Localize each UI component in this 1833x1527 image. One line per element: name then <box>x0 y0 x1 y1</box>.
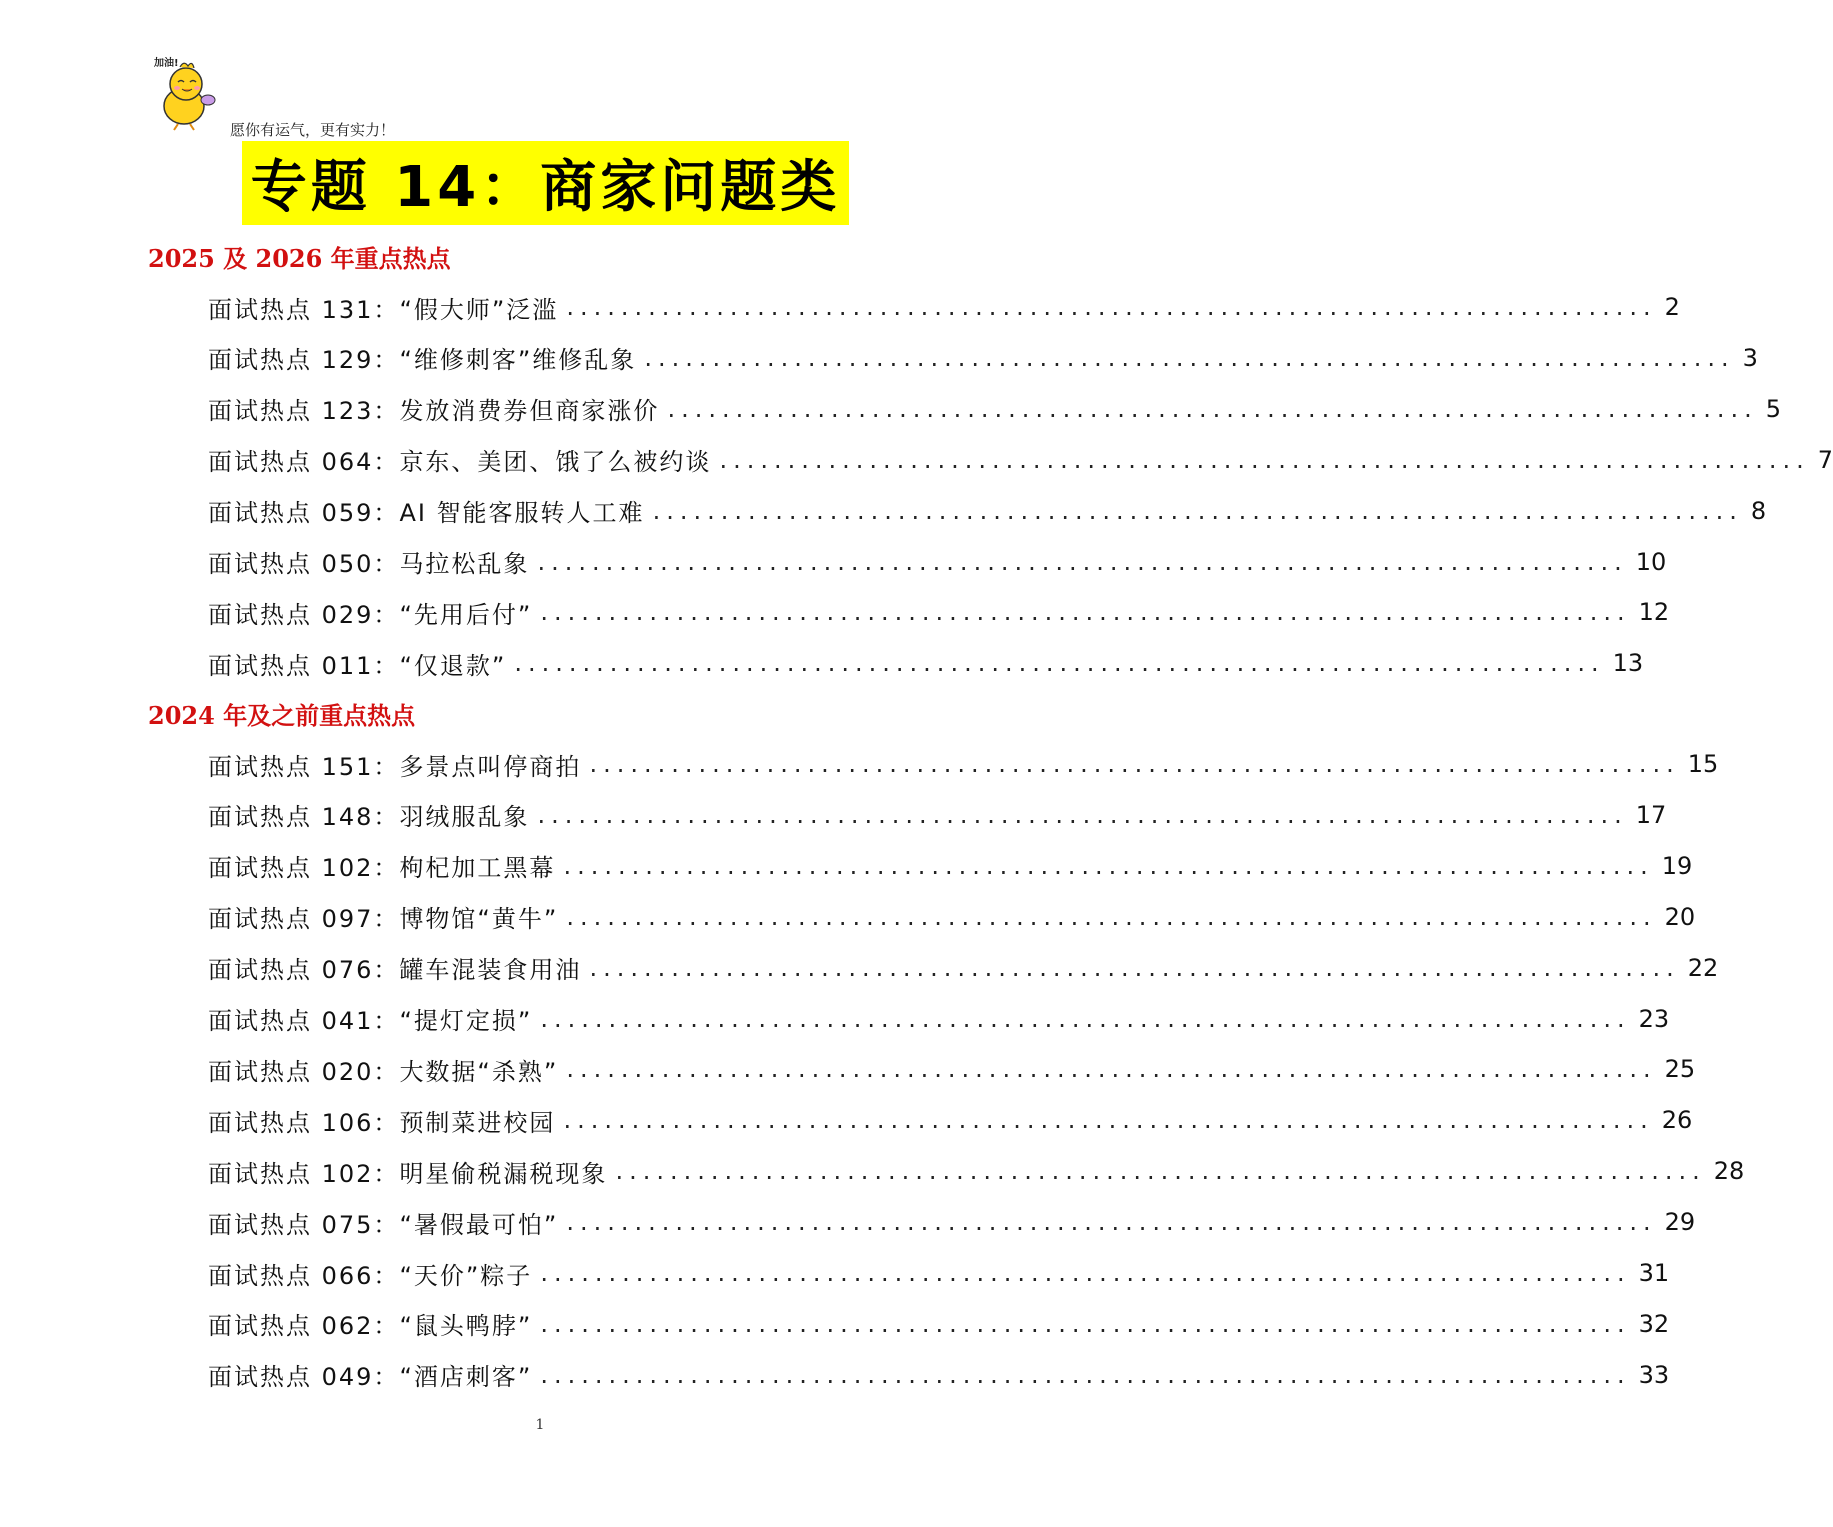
toc-entry-topic: “维修刺客”维修乱象 <box>399 346 637 375</box>
toc-entry-topic: “假大师”泛滥 <box>399 295 559 324</box>
toc-entry-topic: “鼠头鸭脖” <box>399 1312 533 1341</box>
toc-entry-number: 面试热点 049： <box>208 1363 400 1392</box>
toc-entry-page: 23 <box>1638 1004 1670 1033</box>
toc-entry-page: 31 <box>1638 1259 1670 1287</box>
dot-leader: ................................................................................ <box>652 496 1743 525</box>
dot-leader: ................................................................................ <box>566 1208 1657 1237</box>
toc-entry[interactable] <box>208 744 1719 784</box>
toc-entry-number: 面试热点 076： <box>208 956 400 985</box>
toc-entry[interactable] <box>208 389 1782 429</box>
toc-entry-number: 面试热点 123： <box>208 397 400 426</box>
toc-entry-topic: “先用后付” <box>399 600 533 629</box>
toc-entry-number: 面试热点 131： <box>208 295 400 324</box>
toc-entry-page: 10 <box>1635 547 1667 576</box>
toc-entry-number: 面试热点 102： <box>208 854 400 883</box>
toc-entry-topic: 马拉松乱象 <box>399 550 530 578</box>
dot-leader: ................................................................................ <box>589 750 1680 778</box>
toc-entry-page: 33 <box>1638 1360 1670 1389</box>
toc-entry-number: 面试热点 059： <box>208 499 400 528</box>
toc-entry-number: 面试热点 151： <box>208 752 400 781</box>
toc-entry[interactable] <box>208 592 1670 632</box>
toc-entry-number: 面试热点 066： <box>208 1261 400 1290</box>
toc-entry-topic: “仅退款” <box>399 651 507 680</box>
toc-entry-page: 32 <box>1638 1309 1670 1338</box>
dot-leader: ................................................................................ <box>514 649 1605 678</box>
toc-entry[interactable] <box>208 1151 1745 1191</box>
toc-entry-topic: “暑假最可怕” <box>399 1210 559 1239</box>
dot-leader: ................................................................................ <box>644 343 1735 372</box>
dot-leader: ................................................................................ <box>540 1309 1631 1338</box>
chick-mascot-icon <box>150 52 228 132</box>
toc-entry-topic: 博物馆“黄牛” <box>399 905 559 934</box>
dot-leader: ................................................................................ <box>566 293 1657 321</box>
dot-leader: ................................................................................ <box>563 851 1654 880</box>
toc-entry[interactable] <box>208 338 1758 378</box>
toc-entry-number: 面试热点 011： <box>208 651 400 680</box>
toc-entry-page: 8 <box>1750 496 1767 525</box>
toc-entry[interactable] <box>208 542 1667 582</box>
toc-entry[interactable] <box>208 1049 1696 1089</box>
toc-entry[interactable] <box>208 643 1644 683</box>
toc-entry-number: 面试热点 062： <box>208 1312 400 1341</box>
dot-leader: ................................................................................ <box>566 902 1657 931</box>
toc-entry-topic: “酒店刺客” <box>399 1363 533 1392</box>
toc-entry-number: 面试热点 029： <box>208 600 400 629</box>
dot-leader: ................................................................................ <box>540 1360 1631 1389</box>
toc-entry-page: 5 <box>1765 394 1782 423</box>
toc-entry-number: 面试热点 102： <box>208 1159 400 1188</box>
section-heading: 2025 及 2026 年重点热点 <box>148 244 451 273</box>
dot-leader: ................................................................................ <box>540 1259 1631 1287</box>
toc-entry-number: 面试热点 148： <box>208 803 400 832</box>
dot-leader: ................................................................................ <box>566 1055 1657 1084</box>
page-title: 专题 14：商家问题类 <box>250 155 841 220</box>
toc-entry-page: 28 <box>1713 1157 1745 1186</box>
toc-entry[interactable] <box>208 948 1719 988</box>
dot-leader: ................................................................................ <box>589 953 1680 982</box>
toc-entry-topic: 发放消费券但商家涨价 <box>399 397 660 426</box>
toc-entry-page: 3 <box>1742 343 1758 372</box>
dot-leader: ................................................................................ <box>719 445 1810 474</box>
toc-entry-page: 25 <box>1664 1055 1696 1084</box>
toc-entry-topic: 京东、美团、饿了么被约谈 <box>399 448 712 477</box>
toc-entry[interactable] <box>208 897 1696 937</box>
toc-entry-page: 19 <box>1661 851 1693 880</box>
toc-entry[interactable] <box>208 287 1680 327</box>
dot-leader: ................................................................................ <box>537 547 1628 576</box>
toc-entry-topic: AI 智能客服转人工难 <box>399 499 645 528</box>
toc-entry-topic: 羽绒服乱象 <box>399 803 530 832</box>
dot-leader: ................................................................................ <box>563 1106 1654 1135</box>
toc-entry-topic: 大数据“杀熟” <box>399 1057 559 1086</box>
toc-entry[interactable] <box>208 1355 1670 1395</box>
toc-entry[interactable] <box>208 1253 1670 1293</box>
toc-entry-number: 面试热点 129： <box>208 346 400 375</box>
motto-text: 愿你有运气，更有实力！ <box>230 121 396 139</box>
title-banner <box>242 141 849 225</box>
toc-entry-topic: 多景点叫停商拍 <box>399 752 582 781</box>
toc-entry-number: 面试热点 075： <box>208 1210 400 1239</box>
toc-entry-page: 15 <box>1687 750 1719 778</box>
toc-entry[interactable] <box>208 1304 1670 1344</box>
toc-entry-page: 26 <box>1661 1106 1693 1135</box>
toc-entry-page: 17 <box>1635 800 1667 829</box>
toc-entry-page: 7 <box>1817 445 1833 474</box>
toc-entry[interactable] <box>208 491 1767 531</box>
toc-entry-number: 面试热点 020： <box>208 1057 400 1086</box>
dot-leader: ................................................................................ <box>615 1157 1706 1186</box>
dot-leader: ................................................................................ <box>540 1004 1631 1033</box>
section-heading: 2024 年及之前重点热点 <box>148 701 416 730</box>
toc-entry-number: 面试热点 064： <box>208 448 400 477</box>
toc-entry-page: 22 <box>1687 953 1719 982</box>
toc-entry-number: 面试热点 106： <box>208 1108 400 1137</box>
toc-entry-topic: “天价”粽子 <box>399 1261 533 1290</box>
page-number: 1 <box>535 1417 545 1433</box>
toc-entry[interactable] <box>208 795 1667 835</box>
toc-entry-topic: 枸杞加工黑幕 <box>399 854 556 883</box>
dot-leader: ................................................................................ <box>537 800 1628 829</box>
toc-entry-number: 面试热点 097： <box>208 905 400 934</box>
toc-entry[interactable] <box>208 1100 1693 1140</box>
toc-entry[interactable] <box>208 999 1670 1039</box>
toc-entry-number: 面试热点 050： <box>208 550 400 578</box>
toc-entry[interactable] <box>208 846 1693 886</box>
toc-entry-page: 12 <box>1638 598 1670 627</box>
toc-entry-page: 20 <box>1664 902 1696 931</box>
dot-leader: ................................................................................ <box>540 598 1631 627</box>
badge-text: 加油! <box>154 58 179 69</box>
toc-entry-page: 29 <box>1664 1208 1696 1237</box>
toc-entry-page: 2 <box>1664 293 1680 321</box>
toc-entry-number: 面试热点 041： <box>208 1007 400 1035</box>
toc-entry[interactable] <box>208 440 1833 480</box>
toc-entry-topic: 明星偷税漏税现象 <box>399 1159 608 1188</box>
toc-entry-topic: 罐车混装食用油 <box>399 956 582 985</box>
dot-leader: ................................................................................ <box>667 394 1758 423</box>
toc-entry-topic: 预制菜进校园 <box>399 1108 556 1137</box>
toc-entry-topic: “提灯定损” <box>399 1007 533 1035</box>
toc-entry-page: 13 <box>1612 649 1644 678</box>
toc-entry[interactable] <box>208 1202 1696 1242</box>
